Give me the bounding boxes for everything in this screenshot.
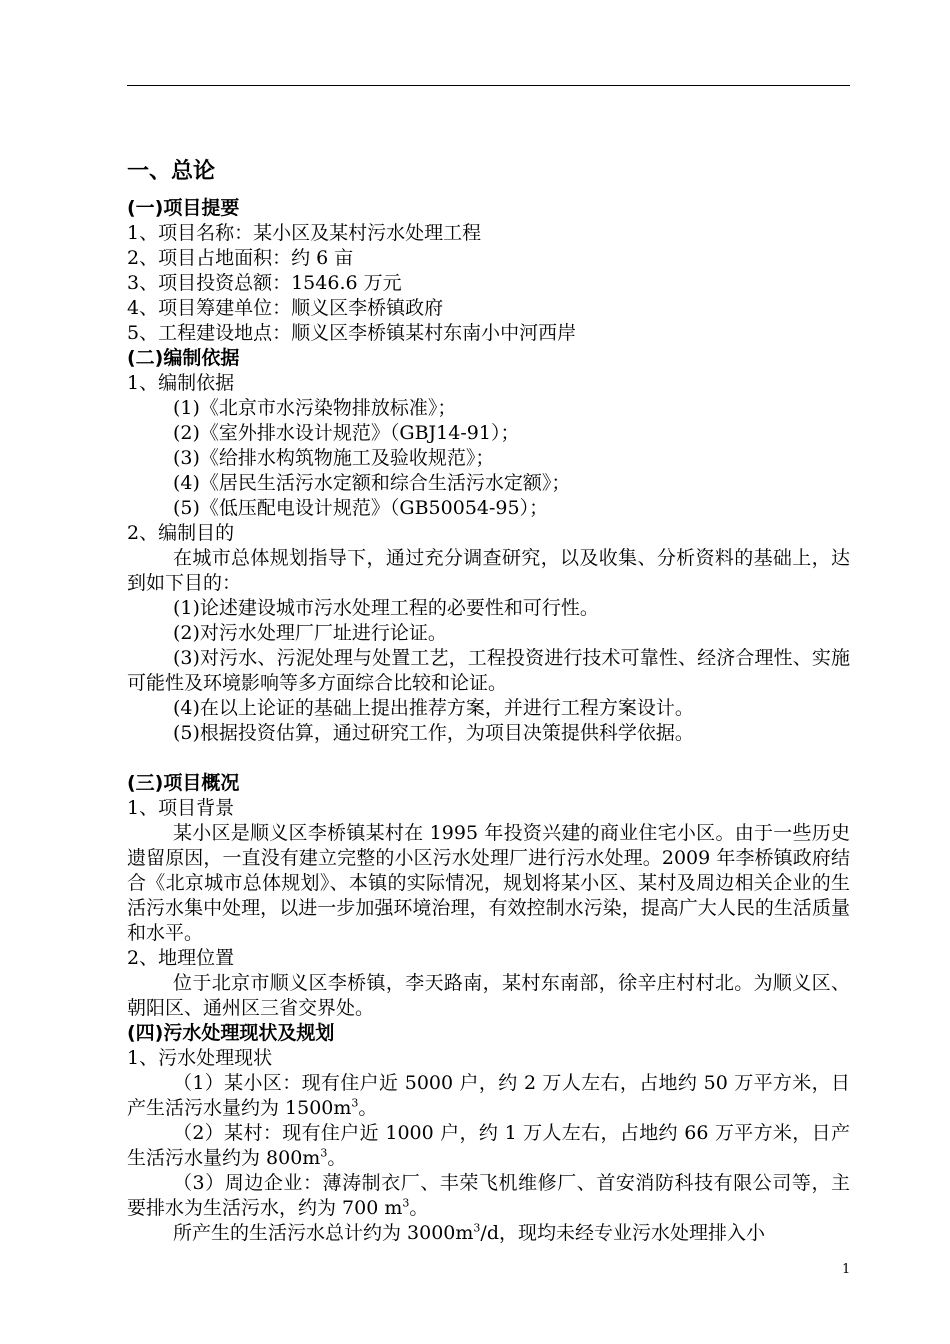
purpose-subtitle: 2、编制目的 bbox=[127, 522, 235, 544]
purpose-item: (1)论述建设城市污水处理工程的必要性和可行性。 bbox=[173, 597, 599, 619]
reference-item: (5)《低压配电设计规范》（GB50054-95）； bbox=[173, 497, 549, 519]
page-number: 1 bbox=[842, 1262, 851, 1277]
unit-exponent: 3 bbox=[402, 1196, 410, 1210]
unit-exponent: 3 bbox=[473, 1221, 481, 1235]
header-rule bbox=[127, 85, 850, 86]
summary-heading: (一)项目提要 bbox=[127, 197, 240, 219]
end-mark: 。 bbox=[358, 1097, 378, 1119]
status-item-text: （3）周边企业：薄涛制衣厂、丰荣飞机维修厂、首安消防科技有限公司等，主要排水为生活污水，约为 700 m bbox=[127, 1172, 850, 1219]
section-title: 一、总论 bbox=[127, 159, 216, 184]
status-heading: (四)污水处理现状及规划 bbox=[127, 1022, 335, 1044]
status-item-text: （2）某村：现有住户近 1000 户，约 1 万人左右，占地约 66 万平方米，日产生活污水量约为 800m bbox=[127, 1122, 850, 1169]
summary-item: 1、项目名称：某小区及某村污水处理工程 bbox=[127, 222, 482, 244]
end-mark: 。 bbox=[327, 1147, 347, 1169]
purpose-item: (2)对污水处理厂厂址进行论证。 bbox=[173, 622, 447, 644]
background-paragraph: 某小区是顺义区李桥镇某村在 1995 年投资兴建的商业住宅小区。由于一些历史遗留原因，一直没有建立完整的小区污水处理厂进行污水处理。2009 年李桥镇政府结合《北京城市总体规划》、本镇的实际情况，规划将某小区、某村及周边相关企业的生活污水集中处理，以进一步加强环境治理，有效控制水污染，提高广大人民的生活质量和水平。 bbox=[127, 822, 850, 944]
summary-item: 3、项目投资总额：1546.6 万元 bbox=[127, 272, 402, 294]
status-item bbox=[127, 1071, 850, 1121]
end-mark: 。 bbox=[409, 1197, 429, 1219]
basis-subtitle: 1、编制依据 bbox=[127, 372, 235, 394]
overview-heading: (三)项目概况 bbox=[127, 772, 240, 794]
status-total bbox=[127, 1221, 850, 1246]
reference-item: (1)《北京市水污染物排放标准》； bbox=[173, 397, 457, 419]
purpose-item: (5)根据投资估算，通过研究工作，为项目决策提供科学依据。 bbox=[173, 722, 694, 744]
purpose-item: (3)对污水、污泥处理与处置工艺，工程投资进行技术可靠性、经济合理性、实施可能性及环境影响等多方面综合比较和论证。 bbox=[127, 647, 850, 694]
purpose-intro: 在城市总体规划指导下，通过充分调查研究，以及收集、分析资料的基础上，达到如下目的： bbox=[127, 547, 850, 594]
reference-item: (4)《居民生活污水定额和综合生活污水定额》； bbox=[173, 472, 571, 494]
status-item bbox=[127, 1171, 850, 1221]
reference-item: (3)《给排水构筑物施工及验收规范》； bbox=[173, 447, 495, 469]
unit-exponent: 3 bbox=[320, 1146, 328, 1160]
summary-item: 4、项目筹建单位：顺义区李桥镇政府 bbox=[127, 297, 444, 319]
status-subtitle: 1、污水处理现状 bbox=[127, 1047, 273, 1069]
location-subtitle: 2、地理位置 bbox=[127, 947, 235, 969]
status-total-text: 所产生的生活污水总计约为 3000m bbox=[173, 1222, 474, 1244]
summary-item: 2、项目占地面积：约 6 亩 bbox=[127, 247, 354, 269]
location-paragraph: 位于北京市顺义区李桥镇，李天路南，某村东南部，徐辛庄村村北。为顺义区、朝阳区、通州区三省交界处。 bbox=[127, 972, 850, 1019]
background-subtitle: 1、项目背景 bbox=[127, 797, 235, 819]
summary-item: 5、工程建设地点：顺义区李桥镇某村东南小中河西岸 bbox=[127, 322, 577, 344]
status-item-text: （1）某小区：现有住户近 5000 户，约 2 万人左右，占地约 50 万平方米，日产生活污水量约为 1500m bbox=[127, 1072, 850, 1119]
unit-exponent: 3 bbox=[351, 1096, 359, 1110]
reference-item: (2)《室外排水设计规范》（GBJ14-91）； bbox=[173, 422, 520, 444]
purpose-item: (4)在以上论证的基础上提出推荐方案，并进行工程方案设计。 bbox=[173, 697, 694, 719]
status-item bbox=[127, 1121, 850, 1171]
document-body bbox=[127, 154, 850, 1246]
status-total-tail: /d，现均未经专业污水处理排入小 bbox=[480, 1222, 765, 1244]
spacer bbox=[127, 746, 850, 771]
basis-heading: (二)编制依据 bbox=[127, 347, 240, 369]
